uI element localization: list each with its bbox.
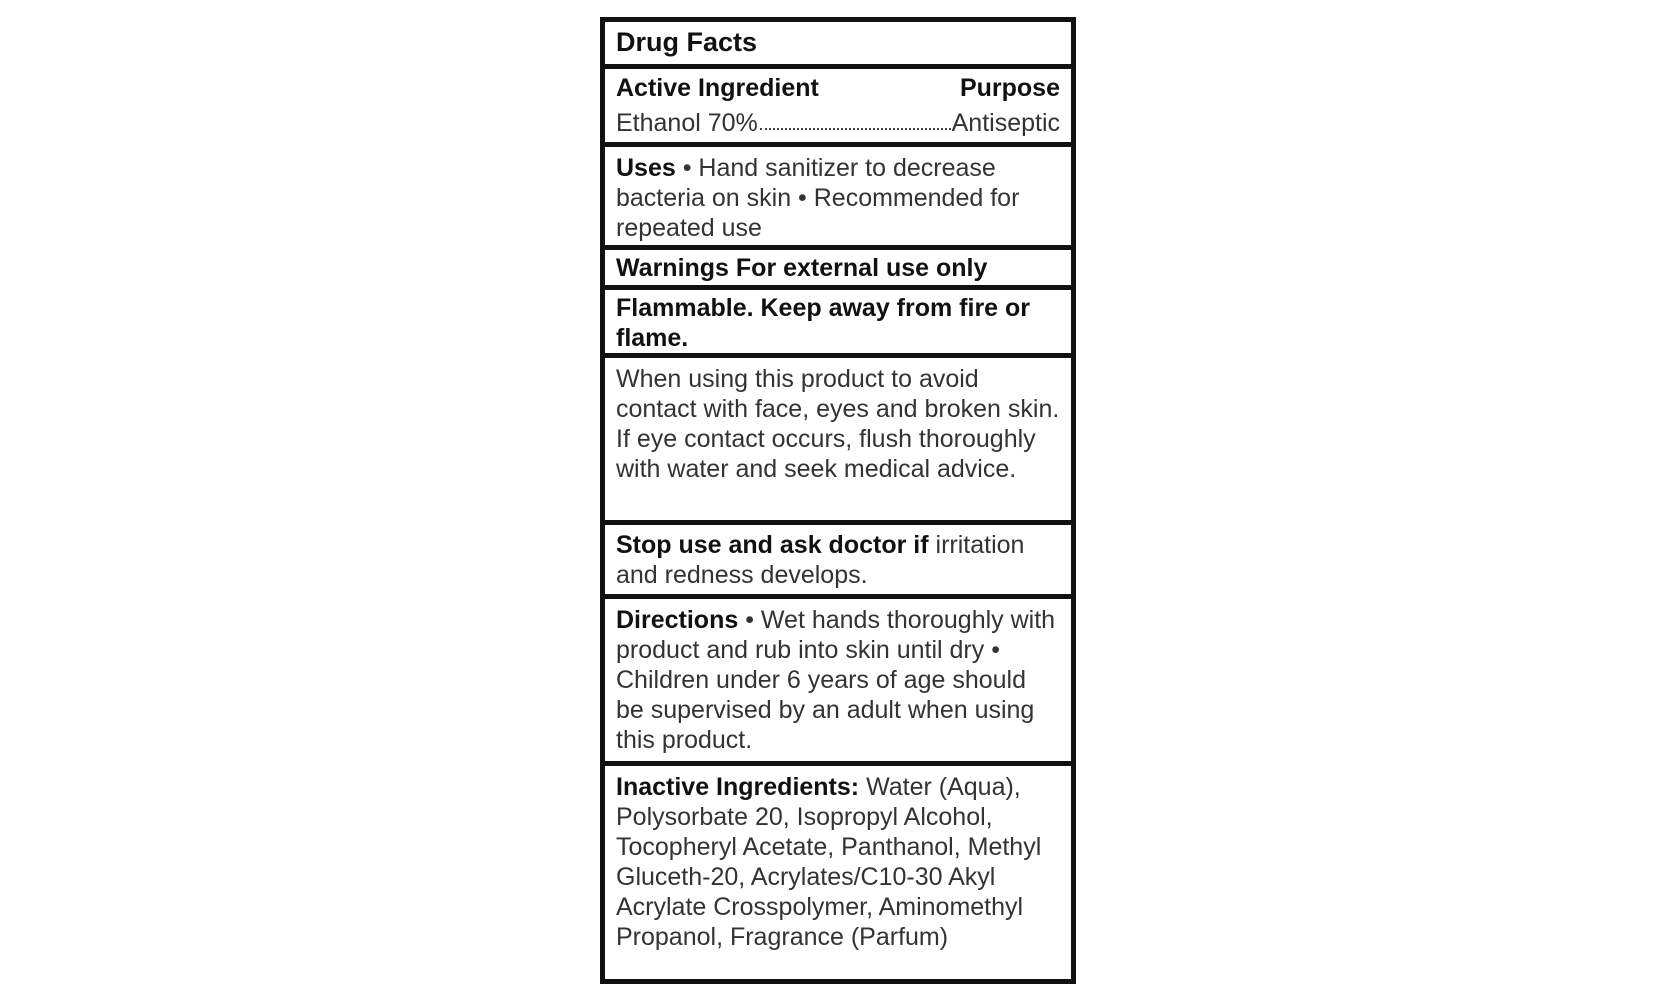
purpose-heading: Purpose	[959, 74, 1060, 102]
inactive-ingredients-section	[605, 761, 1071, 979]
inactive-ingredients-text: Water (Aqua), Polysorbate 20, Isopropyl Alcohol, Tocopheryl Acetate, Panthanol, Methyl Gluceth-20, Acrylates/C10-30 Akyl Acrylate Crosspolymer, Aminomethyl Propanol, Fragrance (Parfum)	[616, 773, 1042, 951]
warnings-text: Warnings For external use only	[616, 254, 988, 282]
warnings-section	[605, 245, 1071, 285]
drug-facts-title: Drug Facts	[616, 27, 758, 57]
purpose-value: Antiseptic	[951, 109, 1060, 137]
active-ingredient-section	[605, 64, 1071, 142]
directions-text: • Wet hands thoroughly with product and rub into skin until dry • Children under 6 years of age should be supervised by an adult when using this product.	[616, 606, 1056, 754]
active-ingredient-heading: Active Ingredient	[616, 74, 819, 102]
stop-use-heading: Stop use and ask doctor if	[616, 531, 929, 559]
inactive-ingredients-heading: Inactive Ingredients:	[616, 773, 860, 801]
drug-facts-title-section	[605, 22, 1071, 64]
active-ingredient-header-row	[616, 73, 1060, 107]
uses-heading: Uses	[616, 154, 676, 182]
stop-use-section	[605, 520, 1071, 594]
dotted-leader	[760, 128, 951, 130]
when-using-text: When using this product to avoid contact with face, eyes and broken skin. If eye contact occurs, flush thoroughly with water and seek medical advice.	[616, 365, 1060, 483]
drug-facts-label	[600, 17, 1076, 984]
stop-use-text: irritation and redness develops.	[616, 531, 1025, 589]
flammable-section	[605, 285, 1071, 353]
active-ingredient-value-row	[616, 108, 1060, 138]
directions-section	[605, 594, 1071, 761]
uses-text: • Hand sanitizer to decrease bacteria on skin • Recommended for repeated use	[616, 154, 1020, 242]
uses-section	[605, 142, 1071, 245]
directions-heading: Directions	[616, 606, 739, 634]
active-ingredient-value: Ethanol 70%	[616, 109, 758, 137]
flammable-text: Flammable. Keep away from fire or flame.	[616, 294, 1031, 352]
when-using-section	[605, 353, 1071, 520]
